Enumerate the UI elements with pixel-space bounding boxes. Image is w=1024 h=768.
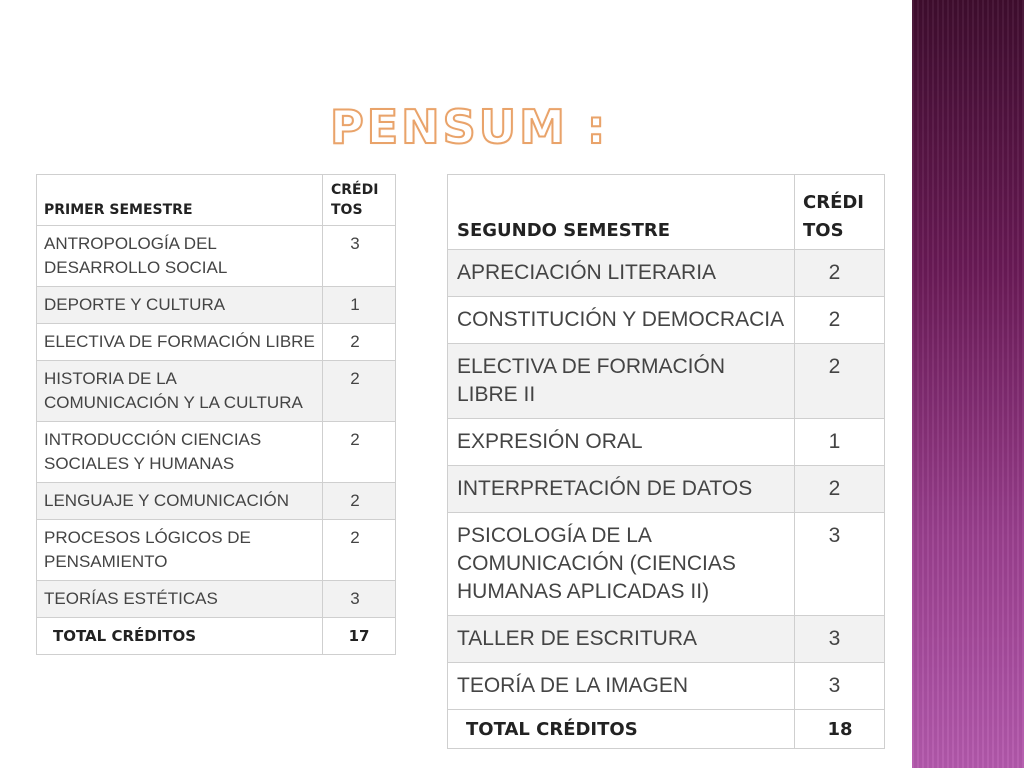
- semester-header: SEGUNDO SEMESTRE: [448, 175, 795, 250]
- course-name: TEORÍAS ESTÉTICAS: [37, 581, 323, 618]
- course-name: INTERPRETACIÓN DE DATOS: [448, 466, 795, 513]
- total-credits: 17: [323, 618, 396, 655]
- course-credits: 2: [795, 466, 885, 513]
- table-row: [448, 616, 885, 663]
- course-credits: 3: [795, 513, 885, 616]
- course-name: TEORÍA DE LA IMAGEN: [448, 663, 795, 710]
- course-credits: 2: [323, 324, 396, 361]
- table-row: [37, 520, 396, 581]
- table-row: [448, 513, 885, 616]
- table-row: [37, 581, 396, 618]
- first-semester-table: [36, 174, 396, 655]
- course-credits: 3: [795, 663, 885, 710]
- decorative-side-band: [912, 0, 1024, 768]
- table-row: [37, 483, 396, 520]
- table-row: [37, 324, 396, 361]
- course-name: PSICOLOGÍA DE LA COMUNICACIÓN (CIENCIAS HUMANAS APLICADAS II): [448, 513, 795, 616]
- course-credits: 2: [323, 520, 396, 581]
- course-credits: 1: [323, 287, 396, 324]
- course-name: ANTROPOLOGÍA DEL DESARROLLO SOCIAL: [37, 226, 323, 287]
- course-name: APRECIACIÓN LITERARIA: [448, 250, 795, 297]
- course-name: EXPRESIÓN ORAL: [448, 419, 795, 466]
- table-row: [448, 466, 885, 513]
- course-credits: 3: [795, 616, 885, 663]
- course-credits: 3: [323, 226, 396, 287]
- table-row: [448, 344, 885, 419]
- table-header-row: [37, 175, 396, 226]
- total-label: TOTAL CRÉDITOS: [37, 618, 323, 655]
- course-name: TALLER DE ESCRITURA: [448, 616, 795, 663]
- course-credits: 3: [323, 581, 396, 618]
- course-name: ELECTIVA DE FORMACIÓN LIBRE: [37, 324, 323, 361]
- table-row: [448, 250, 885, 297]
- course-name: HISTORIA DE LA COMUNICACIÓN Y LA CULTURA: [37, 361, 323, 422]
- course-credits: 2: [795, 250, 885, 297]
- course-name: LENGUAJE Y COMUNICACIÓN: [37, 483, 323, 520]
- course-credits: 2: [323, 483, 396, 520]
- course-name: DEPORTE Y CULTURA: [37, 287, 323, 324]
- table-row: [448, 663, 885, 710]
- course-name: INTRODUCCIÓN CIENCIAS SOCIALES Y HUMANAS: [37, 422, 323, 483]
- table-header-row: [448, 175, 885, 250]
- course-name: PROCESOS LÓGICOS DE PENSAMIENTO: [37, 520, 323, 581]
- course-credits: 1: [795, 419, 885, 466]
- table-row: [37, 226, 396, 287]
- second-semester-table: [447, 174, 885, 749]
- total-label: TOTAL CRÉDITOS: [448, 710, 795, 749]
- total-credits: 18: [795, 710, 885, 749]
- course-name: CONSTITUCIÓN Y DEMOCRACIA: [448, 297, 795, 344]
- table-row: [448, 419, 885, 466]
- course-credits: 2: [795, 344, 885, 419]
- total-row: [37, 618, 396, 655]
- course-credits: 2: [323, 422, 396, 483]
- table-row: [37, 422, 396, 483]
- table-row: [37, 287, 396, 324]
- table-row: [448, 297, 885, 344]
- page-title: PENSUM :: [330, 100, 609, 154]
- credits-header: CRÉDI TOS: [323, 175, 396, 226]
- semester-header: PRIMER SEMESTRE: [37, 175, 323, 226]
- table-row: [37, 361, 396, 422]
- course-credits: 2: [795, 297, 885, 344]
- credits-header: CRÉDI TOS: [795, 175, 885, 250]
- course-credits: 2: [323, 361, 396, 422]
- course-name: ELECTIVA DE FORMACIÓN LIBRE II: [448, 344, 795, 419]
- total-row: [448, 710, 885, 749]
